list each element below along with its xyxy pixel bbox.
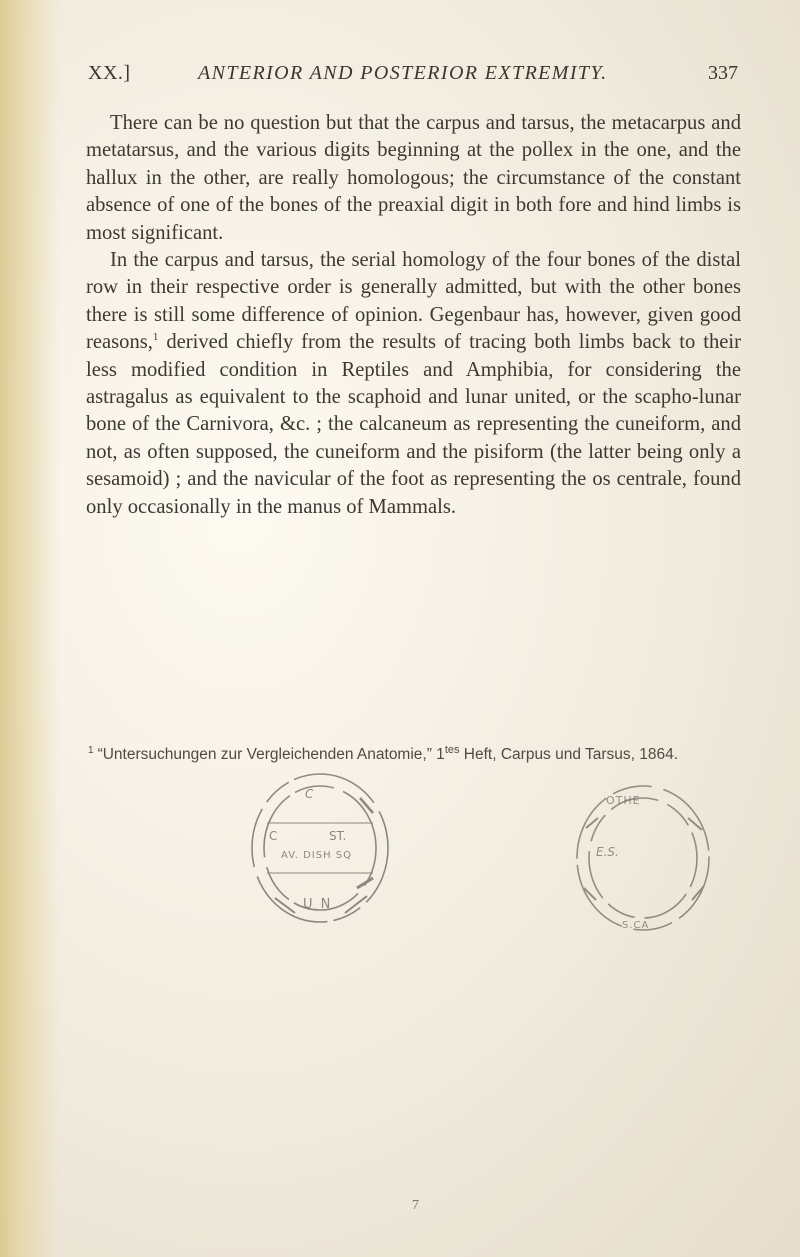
svg-text:ST.: ST.	[329, 829, 347, 843]
footnote-mark: 1	[88, 744, 94, 756]
page-edge-discoloration	[0, 0, 60, 1257]
running-title: ANTERIOR AND POSTERIOR EXTREMITY.	[198, 62, 608, 84]
page-number: 337	[708, 62, 738, 84]
svg-text:S.CA: S.CA	[622, 920, 650, 931]
svg-text:OTHE: OTHE	[606, 794, 641, 807]
paragraph-2	[86, 247, 741, 521]
library-stamp-right	[568, 778, 718, 938]
footnote-text-b: Heft, Carpus und Tarsus, 1864.	[459, 746, 679, 763]
svg-text:AV. DISH SQ: AV. DISH SQ	[281, 850, 353, 861]
library-stamp-left	[245, 768, 395, 928]
footnote-reference: 1	[152, 331, 159, 344]
section-number: XX.]	[88, 62, 131, 84]
paragraph-2-text-b: derived chiefly from the results of tracing both limbs back to their less modified condition in Reptiles and Amphibia, for considering the astragalus as equivalent to the scaphoid and lunar united, or the scapho-lunar bone of the Carnivora, &c. ; the calcaneum as representing the cuneiform, and not, as often supposed, the cuneiform and the pisiform (the latter being only a sesamoid) ; and the navicular of the foot as representing the os centrale, found only occasionally in the manus of Mammals.	[86, 331, 741, 518]
paragraph-1: There can be no question but that the carpus and tarsus, the metacarpus and metatarsus, and the various digits beginning at the pollex in the one, and the hallux in the other, are really homologous; the circumstance of the constant absence of one of the bones of the preaxial digit in both fore and hind limbs is most significant.	[86, 112, 741, 244]
paragraph-2-text-a: In the carpus and tarsus, the serial homology of the four bones of the distal row in their respective order is generally admitted, but with the other bones there is still some difference of opinion. Gegenbaur has, however, given good reasons,	[86, 249, 741, 354]
running-header	[88, 62, 738, 96]
footnote-text-a: “Untersuchungen zur Vergleichenden Anatomie,” 1	[97, 746, 445, 763]
svg-text:U N: U N	[303, 897, 333, 912]
page-mark: 7	[412, 1198, 419, 1213]
main-text	[86, 110, 741, 521]
svg-text:C: C	[269, 829, 278, 843]
footnote-superscript: tes	[444, 743, 460, 756]
svg-text:C: C	[305, 787, 314, 801]
svg-text:E.S.: E.S.	[596, 845, 619, 859]
footnote	[88, 744, 743, 765]
